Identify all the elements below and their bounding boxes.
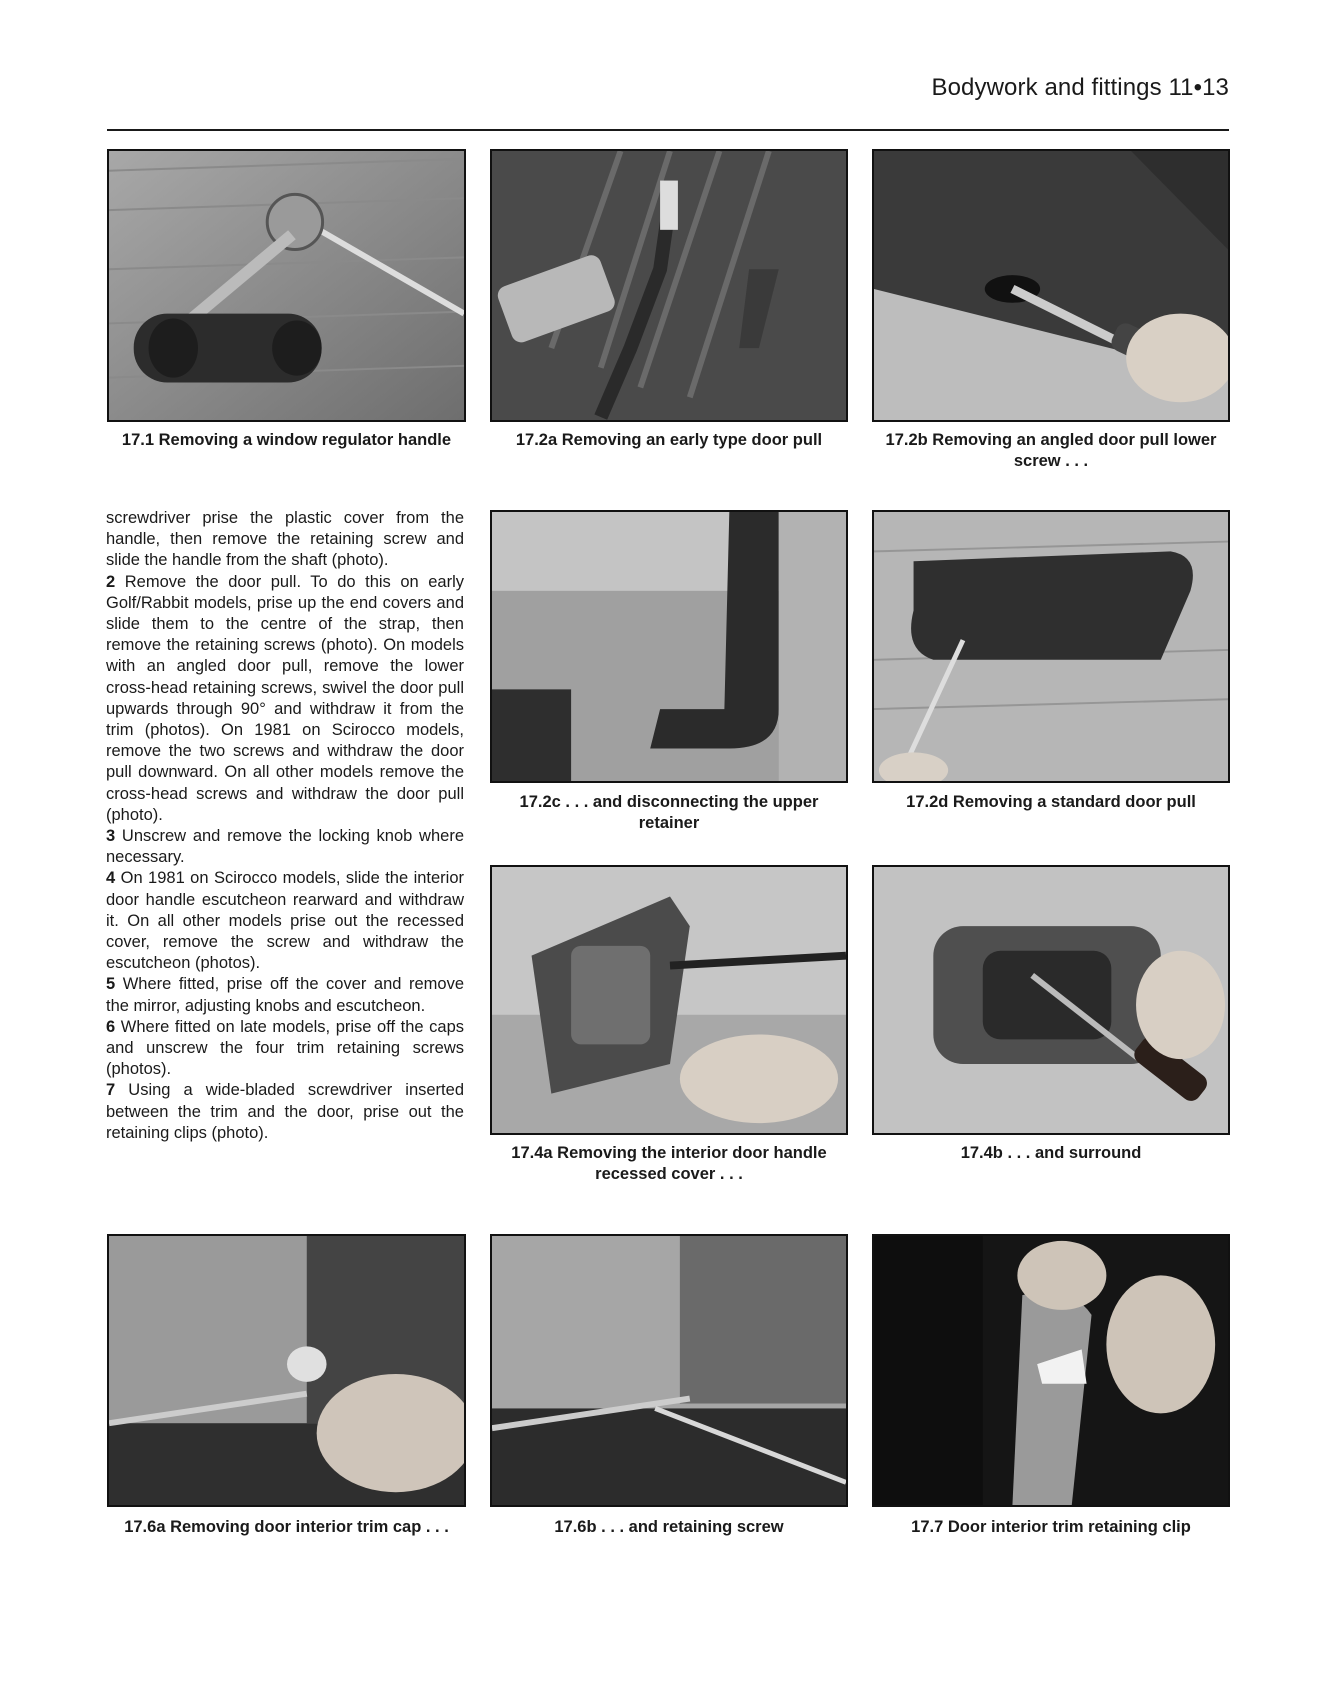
step-text: Using a wide-bladed screwdriver inserted between the trim and the door, prise out the retaining clips (photo). bbox=[106, 1081, 464, 1142]
step-6 bbox=[106, 1017, 464, 1081]
caption-17-4b: 17.4b . . . and surround bbox=[960, 1144, 1142, 1162]
photo-17-7 bbox=[872, 1234, 1230, 1507]
step-5 bbox=[106, 974, 464, 1016]
caption-17-7: 17.7 Door interior trim retaining clip bbox=[911, 1518, 1191, 1536]
caption-17-2b: 17.2b Removing an angled door pull lower screw . . . bbox=[885, 431, 1217, 470]
step-number: 6 bbox=[106, 1017, 116, 1036]
step-7 bbox=[106, 1080, 464, 1144]
procedure-text bbox=[106, 508, 464, 1144]
step-number: 4 bbox=[106, 869, 116, 888]
photo-17-1 bbox=[107, 149, 466, 422]
step-text: Unscrew and remove the locking knob where necessary. bbox=[106, 827, 464, 867]
step-2 bbox=[106, 572, 464, 826]
step-3 bbox=[106, 826, 464, 868]
photo-17-2b bbox=[872, 149, 1230, 422]
caption-17-2d: 17.2d Removing a standard door pull bbox=[906, 793, 1196, 811]
page-header-title: Bodywork and fittings 11•13 bbox=[931, 74, 1229, 101]
photo-17-6a bbox=[107, 1234, 466, 1507]
caption-17-2a: 17.2a Removing an early type door pull bbox=[515, 431, 823, 449]
caption-17-6a: 17.6a Removing door interior trim cap . . . bbox=[124, 1518, 449, 1536]
photo-17-4b bbox=[872, 865, 1230, 1135]
step-number: 5 bbox=[106, 975, 116, 994]
header-rule bbox=[107, 129, 1229, 131]
photo-17-2d bbox=[872, 510, 1230, 783]
photo-17-2a bbox=[490, 149, 848, 422]
step-text: On 1981 on Scirocco models, slide the interior door handle escutcheon rearward and withdraw it. On all other models prise out the recessed cover, remove the screw and withdraw the escutcheon (photos). bbox=[106, 869, 464, 973]
caption-17-6b: 17.6b . . . and retaining screw bbox=[554, 1518, 784, 1536]
step-text: Remove the door pull. To do this on early Golf/Rabbit models, prise up the end covers and slide them to the centre of the strap, then remove the retaining screws (photo). On models with an angled door pull, remove the lower cross-head retaining screws, swivel the door pull upwards through 90° and withdraw it from the trim (photos). On 1981 on Scirocco models, remove the two screws and withdraw the door pull downward. On all other models remove the cross-head screws and withdraw the door pull (photo). bbox=[106, 572, 464, 824]
step-number: 2 bbox=[106, 572, 116, 591]
intro-paragraph: screwdriver prise the plastic cover from the handle, then remove the retaining screw and slide the handle from the shaft (photo). bbox=[106, 509, 464, 570]
caption-17-1: 17.1 Removing a window regulator handle bbox=[121, 431, 452, 449]
step-4 bbox=[106, 868, 464, 974]
step-number: 3 bbox=[106, 827, 116, 846]
step-number: 7 bbox=[106, 1081, 116, 1100]
caption-17-4a: 17.4a Removing the interior door handle recessed cover . . . bbox=[511, 1144, 827, 1183]
photo-17-6b bbox=[490, 1234, 848, 1507]
caption-17-2c: 17.2c . . . and disconnecting the upper retainer bbox=[519, 793, 819, 832]
step-text: Where fitted, prise off the cover and remove the mirror, adjusting knobs and escutcheon. bbox=[106, 975, 464, 1015]
photo-17-2c bbox=[490, 510, 848, 783]
photo-17-4a bbox=[490, 865, 848, 1135]
step-text: Where fitted on late models, prise off the caps and unscrew the four trim retaining screws (photos). bbox=[106, 1017, 465, 1079]
